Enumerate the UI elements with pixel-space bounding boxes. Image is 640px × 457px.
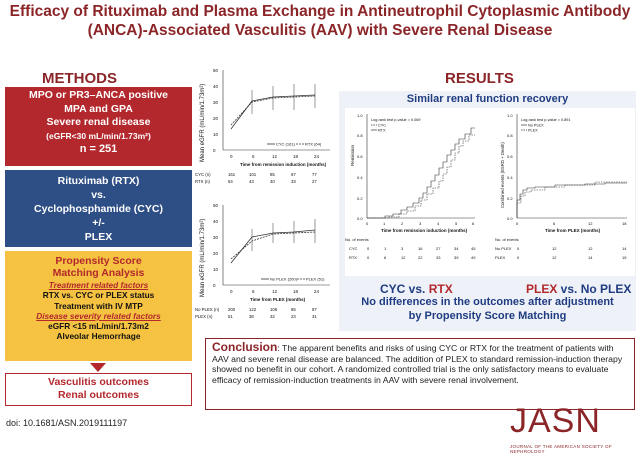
inclusion-line-5: n = 251	[79, 143, 118, 155]
egfr-top-risk-1-1: 43	[249, 179, 254, 184]
egfr-top-ytick-2: 20	[213, 116, 219, 121]
egfr-bottom-ytick-4: 40	[213, 219, 219, 224]
egfr-top-risk-label-1: RTX (n)	[195, 179, 210, 184]
km-left-xtick-5: 5	[455, 221, 458, 226]
inclusion-line-1: MPO or PR3–ANCA positive	[28, 89, 169, 101]
km-left-row-1-0: 0	[367, 255, 370, 260]
km-left-row-0-1: 1	[384, 246, 387, 251]
km-left-events-label: No. of events	[345, 237, 369, 242]
egfr-bottom-risk-label-0: No PLEX (n)	[195, 307, 220, 312]
egfr-top-risk-0-0: 161	[228, 172, 236, 177]
summary-line-1: No differences in the outcomes after adjustment	[361, 296, 614, 308]
egfr-top-ytick-5: 50	[213, 68, 219, 73]
treatment-box	[5, 170, 192, 247]
km-left-ytick-1: 0.2	[357, 196, 363, 201]
egfr-bottom-risk-1-0: 51	[228, 314, 233, 319]
jasn-logo-subtitle: JOURNAL OF THE AMERICAN SOCIETY OF NEPHROLOGY	[510, 444, 612, 454]
treatment-line-1: Rituximab (RTX)	[57, 175, 140, 187]
km-left-row-0-5: 34	[454, 246, 459, 251]
comparison-left	[380, 282, 453, 296]
egfr-top-ytick-0: 0	[213, 148, 216, 153]
km-left-ytick-4: 0.8	[357, 133, 363, 138]
km-right-xtick-0: 0	[516, 221, 519, 226]
egfr-bottom-ylabel: Mean eGFR (mL/min/1.73m²)	[200, 218, 206, 297]
egfr-charts	[195, 62, 335, 334]
egfr-bottom-risk-1-4: 31	[312, 314, 317, 319]
egfr-bottom-ytick-2: 20	[213, 251, 219, 256]
egfr-top-risk-0-1: 101	[249, 172, 257, 177]
egfr-top-risk-1-0: 64	[228, 179, 233, 184]
egfr-bottom-risk-label-1: PLEX (n)	[195, 314, 213, 319]
inclusion-line-3: Severe renal disease	[46, 116, 151, 128]
km-right-ytick-1: 0.2	[507, 196, 513, 201]
egfr-bottom-risk-0-4: 87	[312, 307, 317, 312]
km-right-ytick-2: 0.4	[507, 175, 513, 180]
egfr-top-risk-0-3: 67	[291, 172, 296, 177]
comparison-right-vs: vs.	[557, 282, 581, 296]
psm-item-2: Treatment with IV MTP	[54, 300, 143, 311]
km-left-xtick-0: 0	[366, 221, 369, 226]
treatment-line-2: vs.	[91, 189, 106, 201]
km-right-row-1-2: 14	[588, 255, 593, 260]
km-right-row-1-1: 12	[552, 255, 557, 260]
km-left-ytick-3: 0.6	[357, 154, 363, 159]
inclusion-line-2: MPA and GPA	[64, 102, 133, 115]
psm-subheading-treatment: Treatment related factors	[48, 280, 149, 290]
km-left-ytick-0: 0.0	[357, 216, 363, 221]
comparison-right-b: No PLEX	[580, 282, 632, 296]
km-left-row-0-6: 45	[471, 246, 476, 251]
comparison-left-b: RTX	[428, 282, 453, 296]
km-left-row-0-0: 0	[367, 246, 370, 251]
km-right-xlabel: Time from PLEX (months)	[545, 228, 601, 233]
km-left-ytick-5: 1.0	[357, 113, 363, 118]
egfr-top-risk-1-4: 27	[312, 179, 317, 184]
km-left-row-1-3: 22	[418, 255, 423, 260]
km-left-row-1-1: 6	[384, 255, 387, 260]
outcomes-line-1: Vasculitis outcomes	[48, 376, 149, 388]
treatment-line-3: Cyclophosphamide (CYC)	[34, 203, 163, 215]
egfr-bottom-risk-0-2: 106	[270, 307, 278, 312]
page-title: Efficacy of Rituximab and Plasma Exchange in Antineutrophil Cytoplasmic Antibody (ANCA)-Associated Vasculitis (AAV) with Severe Renal Disease	[9, 3, 631, 39]
km-left-xtick-4: 4	[437, 221, 440, 226]
km-right-legend-plex: PLEX	[528, 128, 538, 133]
km-right-row-label-0: No PLEX	[495, 246, 512, 251]
psm-item-3: eGFR <15 mL/min/1.73m2	[48, 321, 149, 332]
conclusion-heading: Conclusion	[212, 340, 278, 354]
km-left-xtick-1: 1	[383, 221, 386, 226]
comparison-left-vs: vs.	[405, 282, 429, 296]
egfr-bottom-risk-0-1: 122	[249, 307, 257, 312]
egfr-bottom-xlabel: Time from PLEX (months)	[250, 297, 306, 302]
km-right-row-1-3: 15	[622, 255, 627, 260]
egfr-top-risk-0-2: 85	[270, 172, 275, 177]
km-right-ytick-5: 1.0	[507, 113, 513, 118]
egfr-top-ytick-4: 40	[213, 84, 219, 89]
egfr-bottom-ytick-0: 0	[213, 283, 216, 288]
km-left-row-1-2: 12	[401, 255, 406, 260]
km-right-row-1-0: 0	[517, 255, 520, 260]
treatment-line-4: +/-	[92, 217, 105, 229]
inclusion-box	[5, 87, 192, 166]
km-right-events-label: No. of events	[495, 237, 519, 242]
egfr-top-xtick-4: 24	[314, 154, 320, 159]
psm-item-1: RTX vs. CYC or PLEX status	[42, 290, 155, 301]
psm-heading-1: Propensity Score	[55, 255, 142, 267]
egfr-bottom-xtick-0: 0	[230, 289, 233, 294]
km-left-row-1-6: 49	[471, 255, 476, 260]
egfr-bottom-ytick-3: 30	[213, 235, 219, 240]
comparison-right-a: PLEX	[526, 282, 558, 296]
km-left-legend-rtx: RTX	[378, 128, 386, 133]
egfr-top-xtick-2: 12	[272, 154, 278, 159]
km-right-row-0-0: 0	[517, 246, 520, 251]
km-right-row-0-3: 14	[622, 246, 627, 251]
km-right-ytick-4: 0.8	[507, 133, 513, 138]
conclusion-box	[205, 338, 635, 410]
km-right-ytick-3: 0.6	[507, 154, 513, 159]
down-arrow-icon	[90, 363, 106, 372]
egfr-top-risk-1-2: 40	[270, 179, 275, 184]
km-right-legend-noplex: No PLEX	[528, 123, 544, 128]
psm-subheading-severity: Disease severity related factors	[36, 310, 161, 321]
psm-heading-2: Matching Analysis	[52, 267, 145, 279]
km-left-xtick-3: 3	[419, 221, 422, 226]
egfr-top-risk-label-0: CYC (n)	[195, 172, 211, 177]
km-charts	[345, 108, 635, 276]
egfr-chart-bottom	[195, 203, 330, 319]
km-right-xtick-2: 12	[588, 221, 593, 226]
egfr-top-xtick-0: 0	[230, 154, 233, 159]
egfr-top-risk-1-3: 33	[291, 179, 296, 184]
egfr-bottom-risk-1-2: 32	[270, 314, 275, 319]
km-left-row-0-4: 27	[436, 246, 441, 251]
egfr-top-xtick-3: 18	[293, 154, 299, 159]
km-left-row-1-5: 39	[454, 255, 459, 260]
km-left-legend-cyc: CYC	[378, 123, 387, 128]
km-right-pval: Log-rank test p-value = 0.891	[521, 118, 571, 122]
egfr-top-risk-0-4: 77	[312, 172, 317, 177]
km-left-xtick-6: 6	[472, 221, 475, 226]
egfr-bottom-xtick-4: 24	[314, 289, 320, 294]
km-right-row-label-1: PLEX	[495, 255, 506, 260]
egfr-bottom-risk-1-1: 38	[249, 314, 254, 319]
egfr-bottom-xtick-1: 6	[252, 289, 255, 294]
egfr-bottom-risk-0-3: 85	[291, 307, 296, 312]
summary-line-2: by Propensity Score Matching	[408, 310, 567, 322]
egfr-bottom-legend-plex: PLEX (51)	[306, 276, 325, 282]
results-heading: RESULTS	[445, 70, 514, 87]
treatment-line-5: PLEX	[84, 231, 113, 243]
km-right-row-0-2: 12	[588, 246, 593, 251]
doi-text: doi: 10.1681/ASN.2019111197	[6, 418, 128, 428]
egfr-bottom-xtick-3: 18	[293, 289, 299, 294]
methods-heading: METHODS	[42, 70, 117, 87]
egfr-top-ytick-3: 30	[213, 100, 219, 105]
km-left-row-label-0: CYC	[349, 246, 358, 251]
jasn-logo: JASN	[510, 402, 601, 440]
egfr-bottom-risk-1-3: 23	[291, 314, 296, 319]
egfr-top-legend-rtx: RTX (64)	[305, 141, 322, 147]
egfr-top-xlabel: Time from remission induction (months)	[240, 162, 327, 167]
km-left-row-0-2: 3	[401, 246, 404, 251]
egfr-top-ytick-1: 10	[213, 132, 219, 137]
egfr-top-ylabel: Mean eGFR (mL/min/1.73m²)	[200, 83, 206, 162]
km-left-ylabel: Remission	[350, 144, 355, 166]
egfr-bottom-ytick-1: 10	[213, 267, 219, 272]
egfr-bottom-xtick-2: 12	[272, 289, 278, 294]
km-left-row-label-1: RTX	[349, 255, 357, 260]
km-left-row-1-4: 33	[436, 255, 441, 260]
egfr-top-legend-cyc: CYC (161)	[276, 141, 295, 147]
egfr-top-xtick-1: 6	[252, 154, 255, 159]
egfr-bottom-risk-0-0: 200	[228, 307, 236, 312]
egfr-chart-top	[195, 68, 330, 184]
km-right-xtick-3: 18	[622, 221, 627, 226]
comparison-left-a: CYC	[380, 282, 406, 296]
km-right-xtick-1: 6	[553, 221, 556, 226]
egfr-bottom-legend-noplex: No PLEX (200)	[270, 276, 297, 282]
comparison-right	[526, 282, 631, 296]
km-right-row-0-1: 12	[552, 246, 557, 251]
km-right-ylabel: Combined events (ESRD + Death)	[500, 142, 505, 208]
outcomes-box	[5, 373, 192, 406]
km-left-xlabel: Time from remission induction (months)	[381, 228, 468, 233]
outcomes-line-2: Renal outcomes	[57, 389, 140, 401]
inclusion-line-4: (eGFR<30 mL/min/1.73m²)	[46, 130, 151, 141]
egfr-bottom-ytick-5: 50	[213, 203, 219, 208]
km-right-ytick-0: 0.0	[507, 216, 513, 221]
km-left-pval: Log-rank test p-value = 0.069	[371, 118, 421, 122]
psm-box	[5, 251, 192, 361]
conclusion-text: : The apparent benefits and risks of using CYC or RTX for the treatment of patients with AAV and severe renal disease are balanced. The addition of PLEX to standard remission-induction therapy showed no benefit in our cohort. A randomized controlled trial is the only satisfactory means to evaluate efficacy of remission-induction treatments in AAV with severe renal involvement.	[212, 343, 623, 385]
km-left-row-0-3: 16	[418, 246, 423, 251]
km-left-ytick-2: 0.4	[357, 175, 363, 180]
results-banner: Similar renal function recovery	[406, 93, 569, 105]
psm-item-4: Alveolar Hemorrhage	[56, 331, 141, 342]
km-left-xtick-2: 2	[401, 221, 404, 226]
